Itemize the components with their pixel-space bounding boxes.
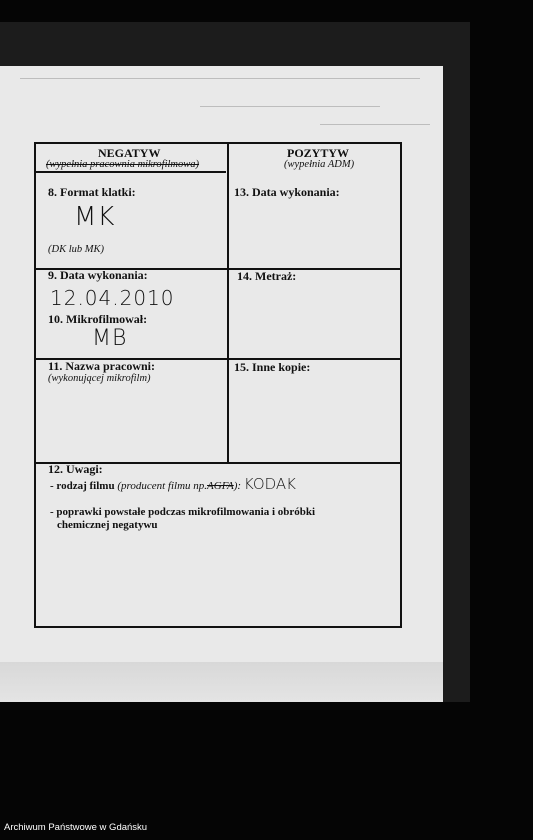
- scan-streak: [320, 124, 430, 125]
- frame-format-value: MK: [74, 202, 116, 232]
- film-type-hint-start: (producent filmu np.: [117, 480, 208, 492]
- film-type-prefix: - rodzaj filmu: [50, 480, 115, 492]
- paper-shadow: [0, 662, 443, 702]
- negative-date-value: 12.04.2010: [50, 286, 175, 310]
- lab-name-hint: (wykonującej mikrofilm): [48, 373, 151, 384]
- corrections-remark-line2: chemicznej negatywu: [57, 519, 158, 531]
- lab-name-label: 11. Nazwa pracowni:: [48, 359, 155, 373]
- frame-format-label: 8. Format klatki:: [48, 185, 136, 199]
- positive-date-label: 13. Data wykonania:: [234, 185, 340, 199]
- column-divider: [227, 144, 229, 462]
- scan-streak: [20, 78, 420, 79]
- frame-format-hint: (DK lub MK): [48, 244, 104, 255]
- positive-header: POZYTYW: [287, 146, 350, 160]
- microfilmed-by-label: 10. Mikrofilmował:: [48, 312, 148, 326]
- archive-name: Archiwum Państwowe w Gdańsku: [4, 822, 148, 833]
- microfilmed-by-value: MB: [92, 326, 128, 351]
- corrections-remark-line1: - poprawki powstałe podczas mikrofilmowania i obróbki: [50, 506, 316, 518]
- microfilm-form: [34, 142, 402, 628]
- negative-date-label: 9. Data wykonania:: [48, 268, 148, 282]
- negative-subheader: (wypełnia pracownia mikrofilmowa): [46, 159, 200, 170]
- header-underline: [36, 171, 226, 173]
- other-copies-label: 15. Inne kopie:: [234, 360, 311, 374]
- footage-label: 14. Metraż:: [237, 269, 297, 283]
- film-type-value: KODAK: [243, 475, 297, 493]
- film-type-hint-struck: AGFA: [207, 480, 234, 492]
- film-type-remark: [50, 475, 296, 493]
- negative-header: NEGATYW: [98, 146, 161, 160]
- remarks-label: 12. Uwagi:: [48, 462, 103, 476]
- film-type-hint-end: ):: [233, 480, 242, 492]
- positive-subheader: (wypełnia ADM): [284, 159, 355, 170]
- scan-streak: [200, 106, 380, 107]
